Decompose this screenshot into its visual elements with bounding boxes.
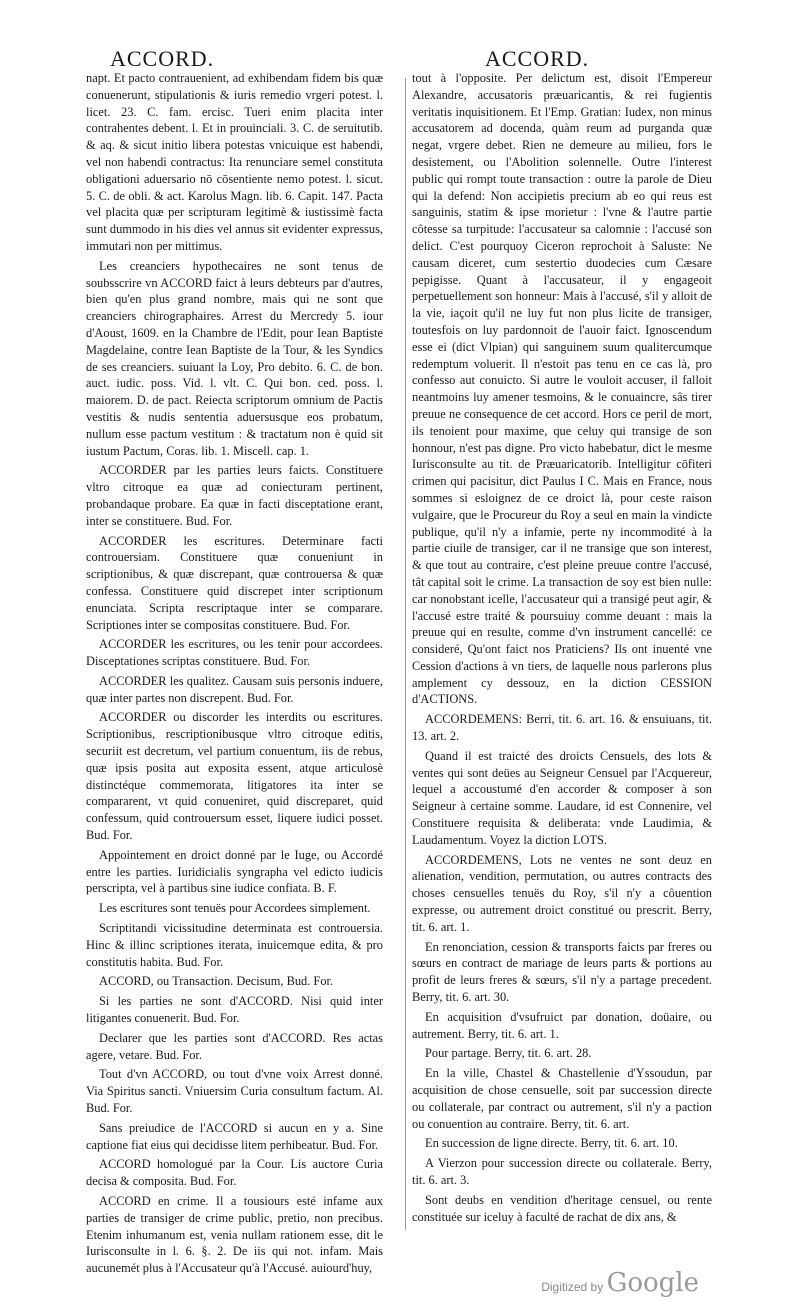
paragraph: Scriptitandi vicissitudine determinata est controuersia. Hinc & illinc scriptiones iterata, inuicemque edita, & pro constitutis habita. Bud. For. (86, 921, 383, 969)
running-head-right: ACCORD. (485, 46, 590, 71)
paragraph: ACCORDEMENS: Berri, tit. 6. art. 16. & ensuiuans, tit. 13. art. 2. (412, 712, 712, 744)
paragraph: En la ville, Chastel & Chastellenie d'Yssoudun, par acquisition de chose censuelle, soit par succession directe ou collaterale, par contract ou autrement, s'il n'y a paction ou conuention au contraire. Berry, tit. 6. art. (412, 1066, 712, 1131)
paragraph: tout à l'opposite. Per delictum est, disoit l'Empereur Alexandre, accusatoris præuaricantis, & rei fugientis veritatis inquisitionem. Et l'Emp. Gratian: Iudex, non minus accusatorem ad docenda, quàm reum ad purganda quæ negat, vrgere debet. Rien ne demeure au milieu, fors le desistement, ou l'Abolition solennelle. Outre l'interest public qui rompt toute transaction : outre la parole de Dieu qui la defend: Non accipietis precium ab eo qui reus est sanguinis, statim & ipse morietur : l'vne & l'autre partie côtesse sa turpitude: l'accusateur sa calomnie : l'accusé son delict. C'est pourquoy Ciceron reprochoit à Saluste: Ne causam diceret, cum sestertio duodecies cum Cæsare pepigisse. Quant à l'accusateur, il y engageoit perpetuellement son honneur: Mais à l'accusé, s'il y alloit de la vie, iaçoit qu'il ne luy fut non plus licite de transiger, toutesfois on luy pardonnoit de l'auoir faict. Ignoscendum esse ei (dict Vlpian) qui sanguinem suum qualitercumque redemptum voluerit. Il n'estoit pas tenu en ce cas là, pro confesso aut conuicto. Si autre le vouloit accuser, il falloit neantmoins luy amener tesmoins, & le conuaincre, sâs tirer preuue ne consequence de cet accord. Hors ce peril de mort, ils tenoient pour maxime, que celuy qui transige de son honnour, n'est pas digne. Pro victo habebatur, dict le mesme Iurisconsulte au tit. de Præuaricatorib. Intelligitur cōfiteri crimen qui pacisitur, dict Paulus I C. Mais en France, nous sommes si esloignez de ce droict là, pour ceste raison vulgaire, que le Procureur du Roy a seul en main la vindicte publique, qu'il n'y a infamie, perte ny incommodité à la partie ciuile de transiger, car il ne transige que son interest, & que tout au contraire, c'est pleine preuue contre l'accusé, tât capital soit le crime. La transaction de soy est bien nulle: car nonobstant icelle, l'accusateur qui a transigé peut agir, & l'accusé estre traité & poursuiuy comme deuant : mais la preuue qui en resulte, comme d'vn instrument cancellé: ce consideré, Qu'ont faict nos Praticiens? Ils ont inuenté vne Cession d'actions à vn tiers, de laquelle nous parlerons plus amplement cy dessouz, en la diction CESSION d'ACTIONS. (412, 71, 712, 707)
paragraph: Les creanciers hypothecaires ne sont tenus de soubsscrire vn ACCORD faict à leurs debteurs par d'autres, bien qu'en plus grand nombre, mais qui ne sont que creanciers chirographaires. Arrest du Mercredy 5. iour d'Aoust, 1609. en la Chambre de l'Edit, pour Iean Baptiste Magdelaine, contre Iean Baptiste de la Tour, & les Syndics de ses creanciers. suiuant la Loy, Pro debito. 6. C. de bon. auct. iudic. poss. Vid. l. vlt. C. Qui bon. ced. poss. l. maiorem. D. de pact. Reiecta scriptorum omnium de Pactis vestitis & nudis sententia aduersusque eos probatum, nullum esse pactum vestitum : & tractatum non è quid sit iustum Pactum, Coras. lib. 1. Miscell. cap. 1. (86, 258, 383, 458)
running-head-left: ACCORD. (110, 46, 215, 71)
paragraph: ACCORDER ou discorder les interdits ou escritures. Scriptionibus, rescriptionibusque vltro citroque editis, securiit est decretum, vel partium conuentum, iis de rebus, quæ ipsis posita aut exposita essent, atque articulosè distinctéque commemorata, litigatores ita inter se compararent, vt quid conueniret, quid discreparet, quid confessum, quid controuersum esset, liquere iudici posset. Bud. For. (86, 710, 383, 843)
paragraph: Pour partage. Berry, tit. 6. art. 28. (425, 1046, 592, 1061)
paragraph: En succession de ligne directe. Berry, tit. 6. art. 10. (425, 1136, 678, 1151)
paragraph: ACCORDER les escritures. Determinare facti controuersiam. Constituere quæ conueniunt in scriptionibus, & quæ discrepant, quæ controuersa & quæ confessa. Constituere quid discrepet inter scriptionum enunciata. Scripta rescriptaque inter se comparare. Scriptiones inter se compositas constituere. Bud. For. (86, 533, 383, 632)
paragraph: Tout d'vn ACCORD, ou tout d'vne voix Arrest donné. Via Spiritus sancti. Vniuersim Curia consultum factum. Al. Bud. For. (86, 1067, 383, 1116)
digitization-watermark (541, 1268, 699, 1298)
paragraph: ACCORDER par les parties leurs faicts. Constituere vltro citroque ea quæ ad coniecturam pertinent, probandaque probare. Ea quæ in facti disceptatione erant, inter se constituere. Bud. For. (86, 463, 383, 528)
paragraph: Les escritures sont tenuës pour Accordees simplement. (99, 901, 371, 916)
paragraph: napt. Et pacto contrauenient, ad exhibendam fidem bis quæ conuenerunt, stipulationis & iuris remedio vrgeri potest. l. licet. 23. C. fam. ercisc. Tueri enim placita inter contrahentes debent. l. Et in prouinciali. 3. C. de seruitutib. & aq. & sicut initio libera potestas vnicuique est habendi, vel non habendi contractus: Ita renunciare semel constituta obligationi aduersario nō cōsentiente nemo potest. l. sicut. 5. C. de obli. & act. Karolus Magn. lib. 6. Capit. 147. Pacta vel placita quæ per scripturam legitimè & iustissimè facta sunt dummodo in his dies vel annus sit evidenter expressus, immutari non per mittimus. (86, 71, 383, 253)
paragraph: Appointement en droict donné par le Iuge, ou Accordé entre les parties. Iuridicialis syngrapha vel edicto iudicis perscripta, vel à partibus sine iudice confiata. B. F. (86, 847, 383, 896)
paragraph: ACCORD homologué par la Cour. Lis auctore Curia decisa & composita. Bud. For. (86, 1157, 383, 1189)
paragraph: ACCORDEMENS, Lots ne ventes ne sont deuz en alienation, vendition, permutation, ou autres contracts des choses censuelles tenuës du Roy, s'il n'y a côuention expresse, ou autrement droict constitué ou prescrit. Berry, tit. 6. art. 1. (412, 852, 712, 934)
paragraph: ACCORD, ou Transaction. Decisum, Bud. For. (99, 974, 334, 989)
watermark-prefix: Digitized by (541, 1280, 604, 1294)
left-column (86, 70, 383, 1280)
paragraph: ACCORD en crime. Il a tousiours esté infame aux parties de transiger de crime public, pretio, non precibus. Etenim inhumanum est, venia nullam rationem esse, dit le Iurisconsulte in l. 6. §. 2. De iis qui not. infam. Mais aucunemét plus à l'Accusateur qu'à l'Accusé. auiourd'huy, (86, 1194, 383, 1276)
paragraph: Si les parties ne sont d'ACCORD. Nisi quid inter litigantes conuenerit. Bud. For. (86, 994, 383, 1026)
watermark-brand: Google (606, 1268, 699, 1298)
paragraph: Declarer que les parties sont d'ACCORD. Res actas agere, vetare. Bud. For. (86, 1030, 383, 1062)
paragraph: En renonciation, cession & transports faicts par freres ou sœurs en contract de mariage de leurs parts & portions au profit de leurs freres & sœurs, s'il n'y a partage precedent. Berry, tit. 6. art. 30. (412, 939, 712, 1005)
paragraph: ACCORDER les qualitez. Causam suis personis induere, quæ inter partes non discrepent. Bud. For. (86, 673, 383, 705)
right-column (412, 70, 712, 1228)
column-divider (405, 78, 406, 1230)
paragraph: Sans preiudice de l'ACCORD si aucun en y a. Sine captione fiat eius qui decidisse litem perhibeatur. Bud. For. (86, 1120, 383, 1152)
paragraph: En acquisition d'vsufruict par donation, doüaire, ou autrement. Berry, tit. 6. art. 1. (412, 1009, 712, 1041)
paragraph: Sont deubs en vendition d'heritage censuel, ou rente constituée sur iceluy à faculté de rachat de dix ans, & (412, 1192, 712, 1224)
paragraph: ACCORDER les escritures, ou les tenir pour accordees. Disceptationes scriptas constituere. Bud. For. (86, 637, 383, 669)
paragraph: Quand il est traicté des droicts Censuels, des lots & ventes qui sont deües au Seigneur Censuel par l'Acquereur, lequel a accoustumé d'en accorder & composer à son Seigneur à certaine somme. Laudare, id est Connenire, vel Constituere requisita & deliberata: vnde Laudimia, & Laudamentum. Voyez la diction LOTS. (412, 748, 712, 847)
paragraph: A Vierzon pour succession directe ou collaterale. Berry, tit. 6. art. 3. (412, 1156, 712, 1187)
